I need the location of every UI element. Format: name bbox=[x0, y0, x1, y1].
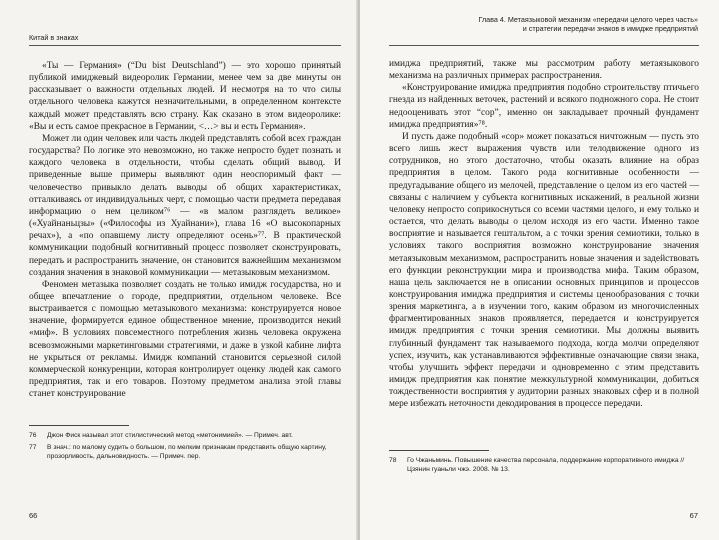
paragraph: Может ли один человек или часть людей представлять собой всех граждан государства? По логике это невозможно, но также непросто будет познать и каждого человека в отдельности, чтобы сделать общий вывод. И приведенные выше примеры выявляют один неоспоримый факт — человечество привыкло делать выводы об общих характеристиках, отталкиваясь от индивидуальных черт, с помощью части предмета передавая информацию о нем целиком⁷⁶ — «в малом разглядеть великое» («Хуайнаньцзы» («Философы из Хуайнани»), глава 16 «О высокопарных речах»), а «по опавшему листу определяют осень»⁷⁷. В практической коммуникации подобный когнитивный процесс позволяет сконструировать, передать и распространить значение, он становится важнейшим механизмом создания значения в знаковой коммуникации — метазыковым механизмом. bbox=[29, 133, 341, 278]
right-body-text bbox=[389, 58, 699, 411]
header-rule bbox=[29, 45, 341, 46]
right-footnotes bbox=[389, 456, 699, 477]
header-rule bbox=[389, 45, 699, 46]
left-page bbox=[0, 0, 358, 540]
running-head-left: Китай в знаках bbox=[29, 33, 79, 42]
paragraph: «Конструирование имиджа предприятия подобно строительству птичьего гнезда из найденных веточек, растений и всякого подножного сора. Не стоит недооценивать этот “сор”, именно он закладывает прочный фундамент имиджа предприятия»⁷⁸. bbox=[389, 83, 699, 130]
left-body-text bbox=[29, 60, 341, 400]
paragraph: имиджа предприятий, также мы рассмотрим работу метаязыкового механизма на различных примерах распространения. bbox=[389, 59, 699, 82]
right-page bbox=[360, 0, 719, 540]
paragraph: Феномен метазыка позволяет создать не только имидж государства, но и общее впечатление о городе, предприятии, отдельном человеке. Все выстраивается с помощью метазыкового механизма: конструируется новое значение, формируется единое общественное мнение, производится некий «миф». В условиях повсеместного потребления жизнь человека окружена всевозможными маркетинговыми стратегиями, и даже в узкой кабине лифта не укрыться от рекламы. Имидж компаний становится серьезной силой коммерческой конкуренции, которая контролирует оценку людей как самого предприятия, так и его товаров. Поэтому предметом анализа этой главы станет конструирование bbox=[29, 279, 341, 400]
running-head-right bbox=[398, 15, 698, 33]
footnote-number: 78 bbox=[389, 457, 397, 464]
footnote-text: Го Чжаньминь. Повышение качества персонала, поддержание корпоративного имиджа // Цзянин гуаньли чжэ. 2008. № 13. bbox=[407, 457, 685, 473]
running-head-line: Глава 4. Метаязыковой механизм «передачи целого через часть» bbox=[478, 15, 698, 24]
footnote-rule bbox=[29, 425, 129, 426]
footnote bbox=[29, 443, 341, 461]
footnote-number: 77 bbox=[29, 444, 37, 451]
page-number-left: 66 bbox=[29, 511, 38, 520]
footnote bbox=[29, 431, 341, 440]
footnote-number: 76 bbox=[29, 432, 37, 439]
left-footnotes bbox=[29, 431, 341, 464]
footnote-text: Джон Фиск называл этот стилистический метод «метонимией». — Примеч. авт. bbox=[47, 432, 293, 439]
footnote-text: В знач.: по малому судить о большом, по мелким признакам представить общую картину, прозорливость, дальновидность. — Примеч. пер. bbox=[47, 444, 327, 460]
paragraph: «Ты — Германия» (“Du bist Deutschland”) — это хорошо принятый публикой имиджевый видеоролик Германии, менее чем за две минуты он рассказывает о важности отдельных людей. И несмотря на то что силы отдельного человека кажутся незначительными, в определенном контексте каждый может представлять всю страну. Как сказано в этом видеоролике: «Вы и есть самое прекрасное в Германии, <…> вы и есть Германия». bbox=[29, 61, 341, 132]
page-number-right: 67 bbox=[689, 511, 698, 520]
footnote-rule bbox=[389, 450, 489, 451]
paragraph: И пусть даже подобный «сор» может показаться ничтожным — пусть это всего лишь жест выражения чувств или телодвижение одного из сотрудников, но этого достаточно, чтобы оказать влияние на образ предприятия в целом. Такого рода когнитивные особенности — предугадывание общего из мелочей, представление о целом из его частей — связаны с наличием у субъекта когнитивных искажений, в реальной жизни человеку непросто соприкоснуться со всеми частями целого, и ему только и остается, что делать выводы о целом исходя из его части. Именно такое восприятие и называется гештальтом, а с точки зрения семиотики, только в условиях такого восприятия возможно конструирование значения метаязыковым механизмом, распространить новые значения и задействовать его функции реконструкции мира и производства мифа. Таким образом, наша цель заключается не в описании основных принципов и процессов конструирования имиджа предприятия и системы ценообразования с точки зрения маркетинга, а в изучении того, каким образом из многочисленных фрагментированных знаков проявляется, передается и конструируется имидж предприятия с точки зрения семиотики. Мы должны выявить глубинный фундамент так называемого подхода, когда молчи определяют успех, изучить, как устанавливаются эффективные означающие связи знака, чтобы улучшить эффект передачи и одновременно с этим представить имидж предприятия как понятие межкультурной коммуникации, добиться тождественности восприятия у аудитории разных знаковых сфер и в полной мере избежать неточности декодирования в процессе передачи. bbox=[389, 131, 699, 410]
footnote bbox=[389, 456, 699, 474]
running-head-line: и стратегии передачи знаков в имидже предприятий bbox=[522, 24, 698, 33]
